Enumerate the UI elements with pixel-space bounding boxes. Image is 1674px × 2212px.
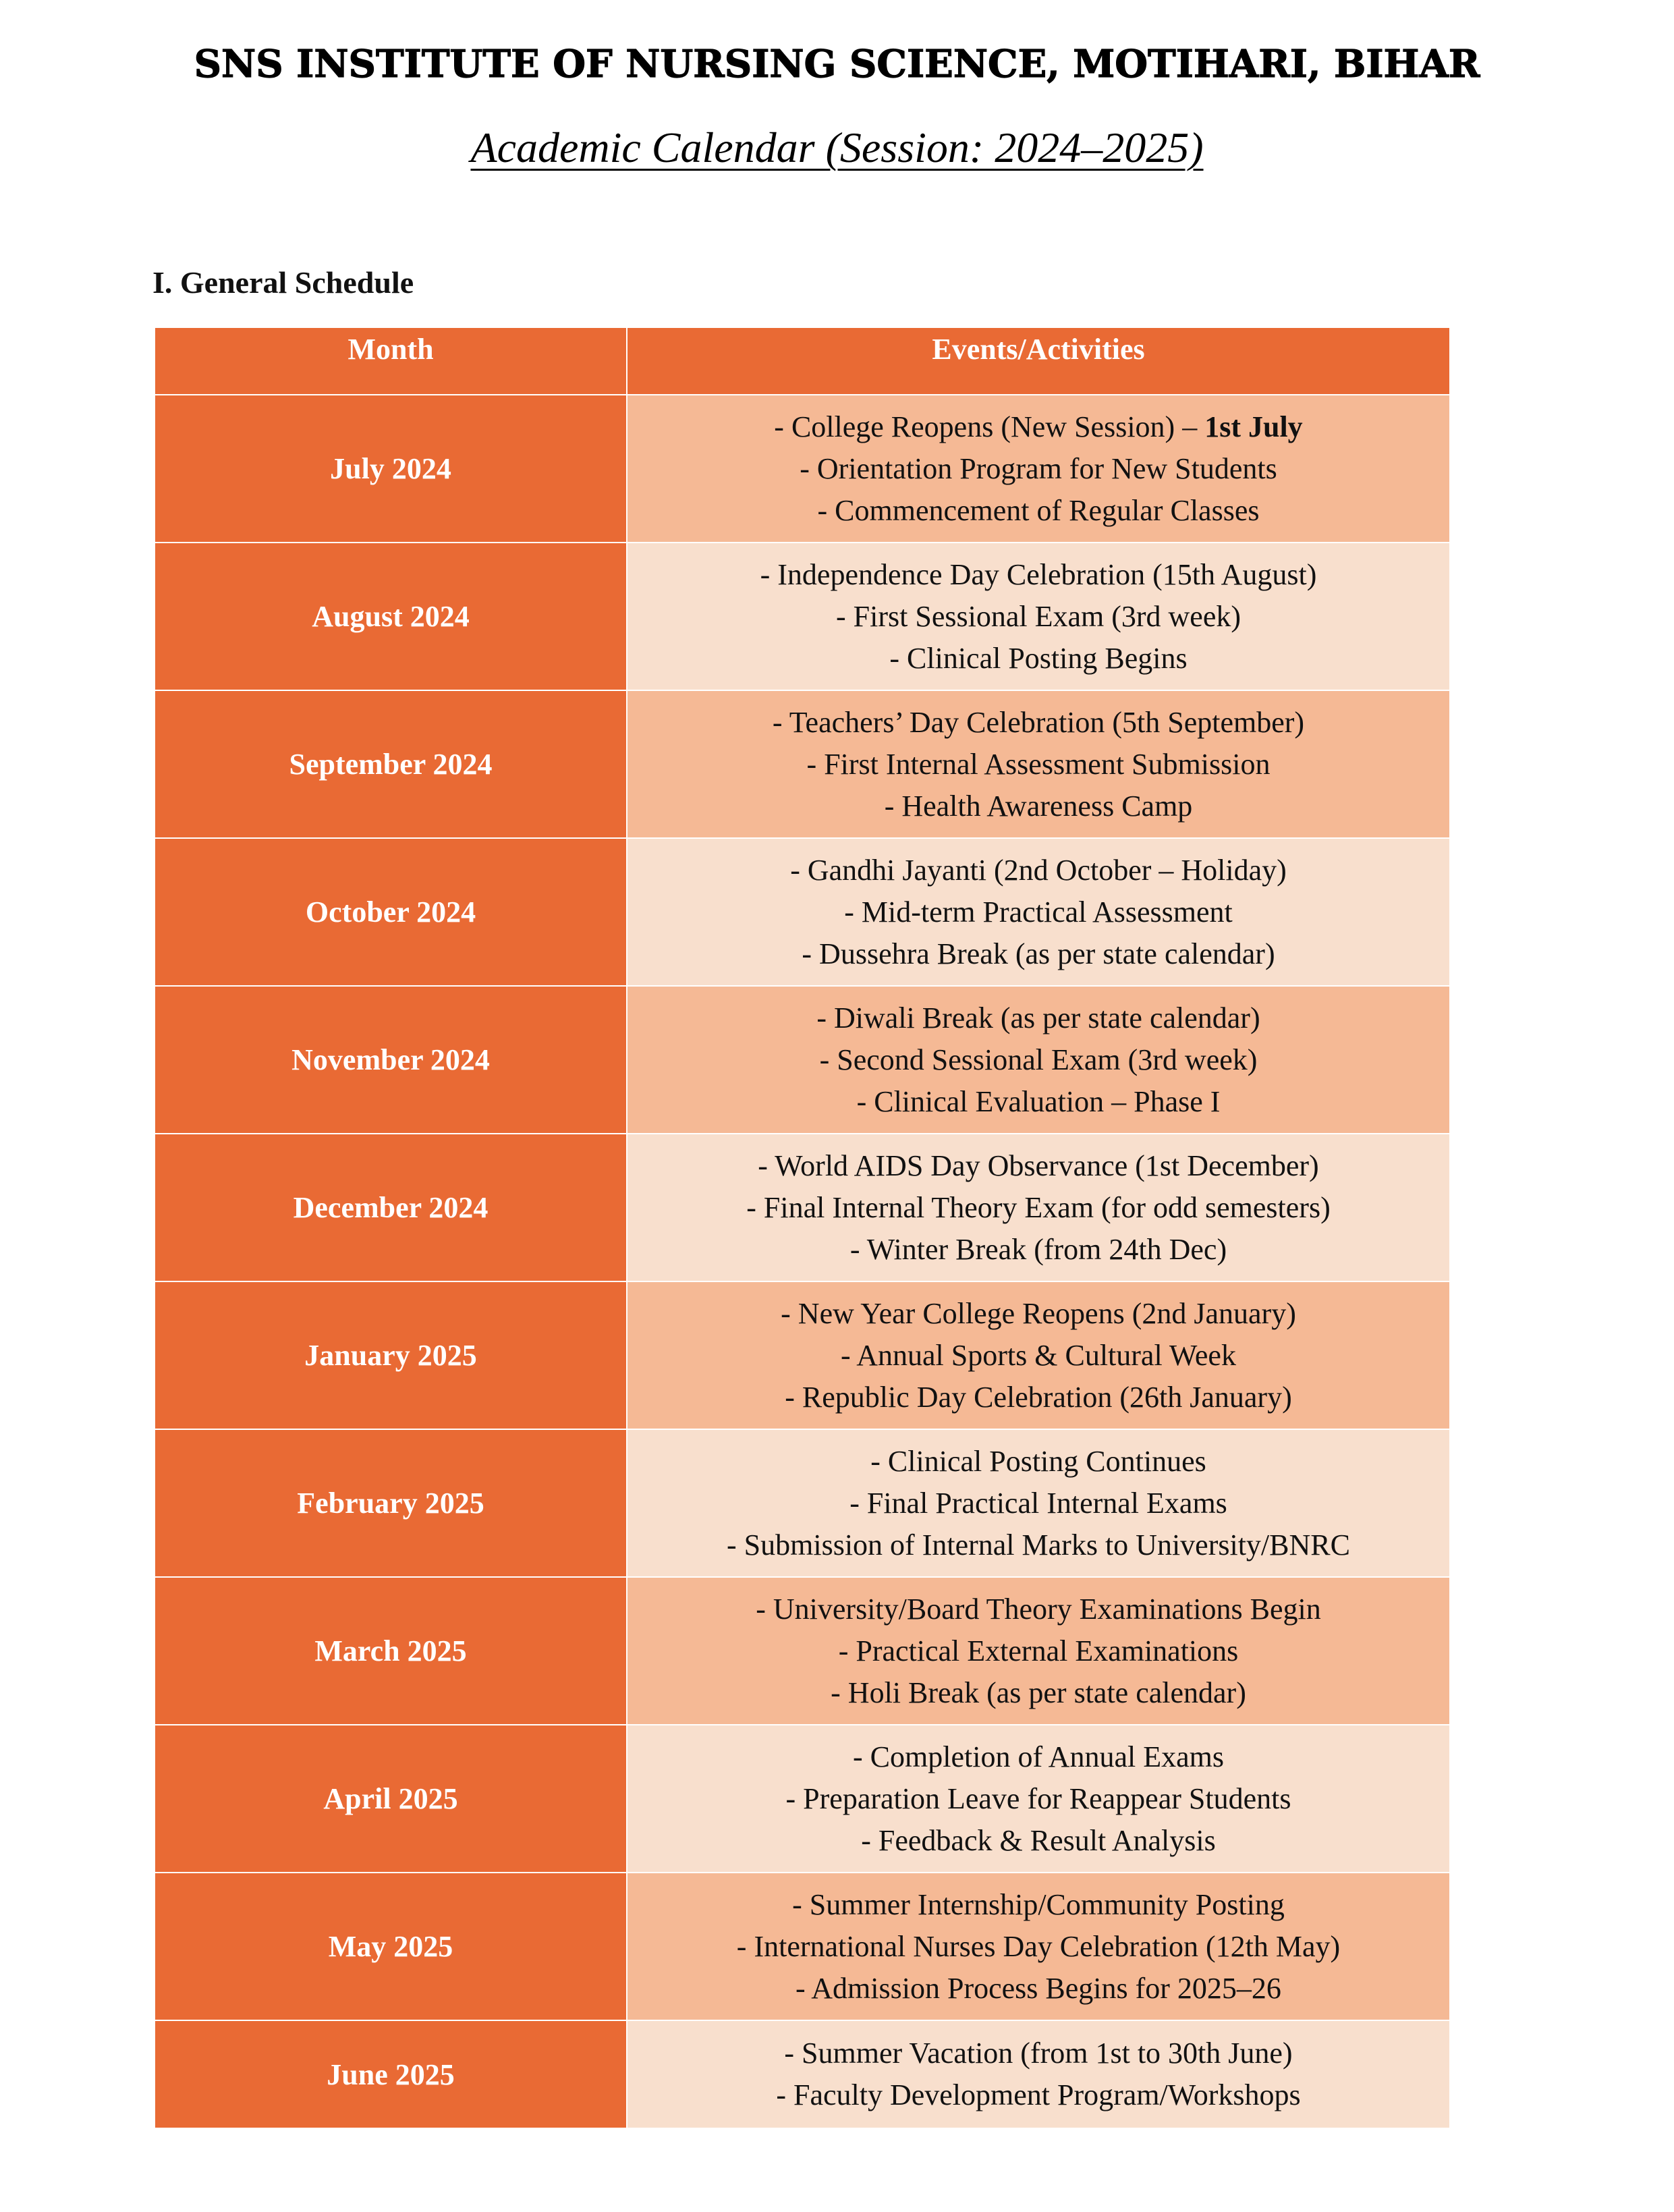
event-text: - Diwali Break (as per state calendar) (816, 1001, 1260, 1034)
event-line (627, 1672, 1449, 1714)
table-row (155, 395, 1450, 543)
page-title: SNS INSTITUTE OF NURSING SCIENCE, MOTIHARI, BIHAR (194, 42, 1480, 86)
event-date-emphasis: 1st July (1204, 410, 1303, 443)
event-line (627, 406, 1449, 448)
event-text: - Submission of Internal Marks to University/BNRC (727, 1528, 1350, 1561)
events-cell (627, 1429, 1450, 1577)
event-text: - Practical External Examinations (838, 1634, 1239, 1667)
event-text: - Summer Vacation (from 1st to 30th June) (784, 2037, 1293, 2070)
event-line (627, 850, 1449, 891)
schedule-table (154, 327, 1451, 2129)
table-row (155, 1134, 1450, 1281)
event-text: - New Year College Reopens (2nd January) (781, 1296, 1296, 1330)
event-line (627, 1524, 1449, 1566)
event-line (627, 2074, 1449, 2116)
event-line (627, 1588, 1449, 1630)
event-line (627, 1736, 1449, 1778)
event-line (627, 554, 1449, 596)
event-text: - Gandhi Jayanti (2nd October – Holiday) (790, 853, 1287, 887)
event-text: - Summer Internship/Community Posting (792, 1887, 1285, 1921)
event-text: - College Reopens (New Session) – (774, 410, 1205, 443)
month-cell: November 2024 (155, 986, 627, 1134)
events-cell (627, 838, 1450, 986)
event-text: - Teachers’ Day Celebration (5th September) (772, 705, 1305, 739)
event-text: - Completion of Annual Exams (853, 1740, 1224, 1773)
events-cell (627, 2020, 1450, 2128)
event-line (627, 1630, 1449, 1672)
events-cell (627, 543, 1450, 690)
event-text: - Commencement of Regular Classes (817, 493, 1260, 527)
event-text: - Clinical Evaluation – Phase I (856, 1084, 1221, 1118)
table-row (155, 1873, 1450, 2020)
event-line (627, 1377, 1449, 1418)
page-subtitle: Academic Calendar (Session: 2024–2025) (470, 123, 1204, 171)
table-row (155, 690, 1450, 838)
month-cell: January 2025 (155, 1281, 627, 1429)
event-line (627, 2033, 1449, 2074)
month-cell: July 2024 (155, 395, 627, 543)
table-row (155, 1725, 1450, 1873)
event-text: - World AIDS Day Observance (1st December) (758, 1149, 1319, 1182)
event-line (627, 638, 1449, 680)
event-text: - Admission Process Begins for 2025–26 (796, 1971, 1281, 2005)
event-line (627, 1145, 1449, 1187)
event-text: - Independence Day Celebration (15th August) (760, 557, 1317, 591)
event-text: - Final Internal Theory Exam (for odd semesters) (746, 1190, 1331, 1224)
events-cell (627, 986, 1450, 1134)
event-line (627, 1778, 1449, 1820)
event-line (627, 785, 1449, 827)
event-text: - Mid-term Practical Assessment (844, 895, 1233, 929)
event-line (627, 997, 1449, 1039)
table-row (155, 2020, 1450, 2128)
table-row (155, 986, 1450, 1134)
event-line (627, 490, 1449, 532)
event-line (627, 891, 1449, 933)
table-row (155, 838, 1450, 986)
month-cell: February 2025 (155, 1429, 627, 1577)
events-cell (627, 1725, 1450, 1873)
table-row (155, 1429, 1450, 1577)
events-cell (627, 1281, 1450, 1429)
event-text: - First Internal Assessment Submission (806, 747, 1271, 781)
event-text: - Clinical Posting Continues (870, 1444, 1206, 1478)
month-cell: October 2024 (155, 838, 627, 986)
event-text: - University/Board Theory Examinations Begin (756, 1592, 1321, 1626)
table-row (155, 1281, 1450, 1429)
month-cell: December 2024 (155, 1134, 627, 1281)
event-line (627, 596, 1449, 638)
month-column-header: Month (155, 327, 627, 395)
event-line (627, 1441, 1449, 1483)
event-text: - Second Sessional Exam (3rd week) (819, 1043, 1258, 1076)
event-text: - Holi Break (as per state calendar) (831, 1676, 1246, 1709)
event-text: - Annual Sports & Cultural Week (841, 1338, 1236, 1372)
event-line (627, 1968, 1449, 2010)
events-cell (627, 395, 1450, 543)
events-cell (627, 690, 1450, 838)
event-text: - Feedback & Result Analysis (861, 1823, 1216, 1857)
event-line (627, 744, 1449, 785)
schedule-body (155, 395, 1450, 2128)
event-line (627, 1926, 1449, 1968)
event-line (627, 1820, 1449, 1862)
event-line (627, 1081, 1449, 1123)
month-cell: June 2025 (155, 2020, 627, 2128)
event-text: - Preparation Leave for Reappear Students (785, 1781, 1291, 1815)
table-row (155, 1577, 1450, 1725)
event-line (627, 1335, 1449, 1377)
event-text: - Faculty Development Program/Workshops (776, 2078, 1301, 2111)
events-column-header: Events/Activities (627, 327, 1450, 395)
event-text: - Clinical Posting Begins (889, 641, 1188, 675)
event-text: - Orientation Program for New Students (800, 451, 1277, 485)
event-text: - First Sessional Exam (3rd week) (836, 599, 1241, 633)
event-text: - Winter Break (from 24th Dec) (849, 1232, 1227, 1266)
event-line (627, 1187, 1449, 1229)
table-row (155, 543, 1450, 690)
event-line (627, 933, 1449, 975)
events-cell (627, 1134, 1450, 1281)
event-text: - Republic Day Celebration (26th January) (785, 1380, 1292, 1414)
event-text: - International Nurses Day Celebration (12th May) (736, 1929, 1341, 1963)
events-cell (627, 1577, 1450, 1725)
month-cell: September 2024 (155, 690, 627, 838)
month-cell: August 2024 (155, 543, 627, 690)
event-text: - Dussehra Break (as per state calendar) (802, 937, 1275, 970)
event-line (627, 1039, 1449, 1081)
section-heading: I. General Schedule (152, 265, 414, 300)
events-cell (627, 1873, 1450, 2020)
event-text: - Health Awareness Camp (884, 789, 1193, 823)
event-line (627, 1293, 1449, 1335)
event-line (627, 1884, 1449, 1926)
month-cell: April 2025 (155, 1725, 627, 1873)
month-cell: May 2025 (155, 1873, 627, 2020)
event-line (627, 702, 1449, 744)
event-line (627, 1229, 1449, 1271)
event-line (627, 448, 1449, 490)
event-line (627, 1483, 1449, 1524)
month-cell: March 2025 (155, 1577, 627, 1725)
event-text: - Final Practical Internal Exams (849, 1486, 1227, 1520)
table-header-row (155, 327, 1450, 395)
